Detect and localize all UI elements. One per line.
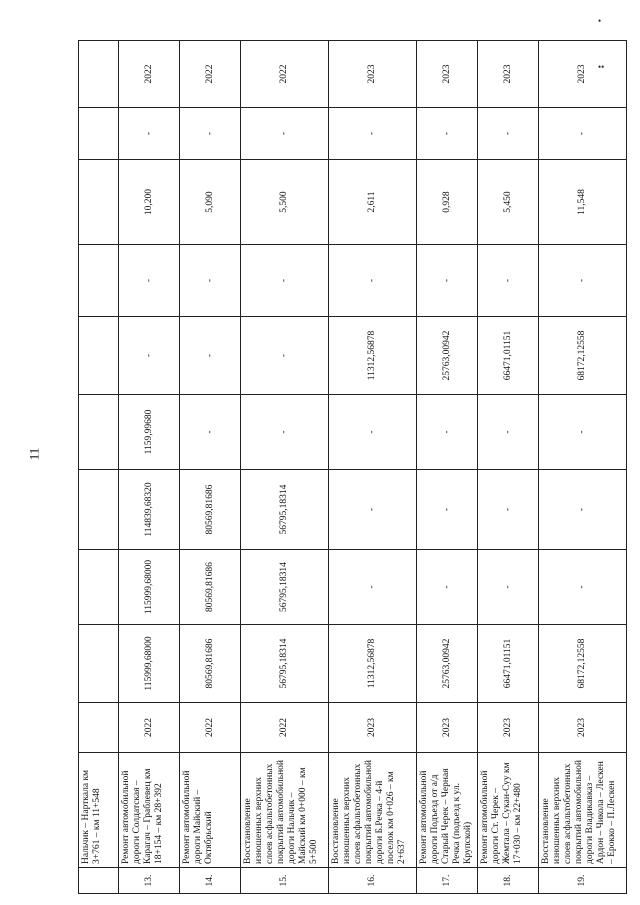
cell-year-start: 2022 — [180, 703, 241, 753]
cell-c1: 11312,56878 — [329, 625, 417, 703]
cell-year-end: 2023 — [539, 41, 627, 108]
cell-name: Восстановление изношенных верхних слоев асфальтобетонных покрытий автомобильной дороги Владикавказ – Ардон – Чикола – Лескен – Ерокко – П.Лескен — [539, 753, 627, 868]
cell-c6: - — [539, 245, 627, 317]
road-repair-table — [78, 40, 627, 894]
cell-c7: 0,928 — [417, 160, 478, 245]
cell-c5: 11312,56878 — [329, 317, 417, 395]
table-row — [539, 41, 627, 894]
cell-c8: - — [329, 108, 417, 160]
cell-c2: - — [417, 550, 478, 625]
cell-no: 17. — [417, 868, 478, 894]
cell-c1: 115999,68000 — [119, 625, 180, 703]
cell-year-end — [79, 41, 119, 108]
cell-c7: 11,548 — [539, 160, 627, 245]
cell-no: 13. — [119, 868, 180, 894]
cell-c4 — [79, 395, 119, 470]
cell-c3 — [79, 470, 119, 550]
cell-year-start — [79, 703, 119, 753]
cell-year-start: 2023 — [417, 703, 478, 753]
cell-year-end: 2023 — [417, 41, 478, 108]
page-number: 11 — [26, 447, 42, 461]
cell-c6 — [79, 245, 119, 317]
cell-c6: - — [417, 245, 478, 317]
cell-c6: - — [241, 245, 329, 317]
cell-c3: - — [478, 470, 539, 550]
cell-c5: - — [180, 317, 241, 395]
cell-c5 — [79, 317, 119, 395]
cell-c7 — [79, 160, 119, 245]
cell-c1: 80569,81686 — [180, 625, 241, 703]
cell-c8: - — [180, 108, 241, 160]
cell-year-start: 2023 — [329, 703, 417, 753]
cell-c1: 68172,12558 — [539, 625, 627, 703]
cell-c3: - — [329, 470, 417, 550]
cell-c8 — [79, 108, 119, 160]
cell-year-end: 2023 — [329, 41, 417, 108]
cell-c2: 56795,18314 — [241, 550, 329, 625]
cell-year-end: 2022 — [241, 41, 329, 108]
cell-c3: - — [539, 470, 627, 550]
cell-c8: - — [478, 108, 539, 160]
table-row — [417, 41, 478, 894]
table-row — [180, 41, 241, 894]
cell-year-start: 2023 — [478, 703, 539, 753]
cell-c2: - — [478, 550, 539, 625]
table-row — [478, 41, 539, 894]
cell-c8: - — [241, 108, 329, 160]
cell-c3: 80569,81686 — [180, 470, 241, 550]
cell-year-start: 2022 — [241, 703, 329, 753]
table-row — [119, 41, 180, 894]
cell-name: Ремонт автомобильной дороги Солдатская – Карагач – Граблевец км 18+154 – км 28+392 — [119, 753, 180, 868]
cell-c1 — [79, 625, 119, 703]
cell-c4: - — [329, 395, 417, 470]
cell-name: Ремонт автомобильной дороги Майский – Октябрьский — [180, 753, 241, 868]
table-row — [241, 41, 329, 894]
cell-c2 — [79, 550, 119, 625]
cell-year-end: 2022 — [180, 41, 241, 108]
cell-c5: 68172,12558 — [539, 317, 627, 395]
cell-c2: - — [329, 550, 417, 625]
cell-c1: 25763,00942 — [417, 625, 478, 703]
cell-c7: 5,500 — [241, 160, 329, 245]
cell-year-end: 2023 — [478, 41, 539, 108]
cell-c4: 1159,99680 — [119, 395, 180, 470]
cell-c4: - — [539, 395, 627, 470]
cell-no — [79, 868, 119, 894]
cell-c1: 56795,18314 — [241, 625, 329, 703]
table-row — [329, 41, 417, 894]
cell-c7: 2,611 — [329, 160, 417, 245]
cell-c2: 80569,81686 — [180, 550, 241, 625]
table-frame — [78, 41, 617, 894]
cell-c8: - — [539, 108, 627, 160]
cell-year-start: 2022 — [119, 703, 180, 753]
cell-c6: - — [329, 245, 417, 317]
cell-year-end: 2022 — [119, 41, 180, 108]
cell-name: Восстановление изношенных верхних слоев асфальтобетонных покрытий автомобильной дороги Б.Речка – 4-й поселок км 0+026 – км 2+637 — [329, 753, 417, 868]
cell-c3: 56795,18314 — [241, 470, 329, 550]
cell-c2: - — [539, 550, 627, 625]
cell-c7: 10,200 — [119, 160, 180, 245]
cell-c5: 66471,01151 — [478, 317, 539, 395]
cell-c6: - — [180, 245, 241, 317]
cell-c8: - — [417, 108, 478, 160]
cell-c4: - — [417, 395, 478, 470]
cell-c5: - — [241, 317, 329, 395]
cell-c6: - — [478, 245, 539, 317]
cell-c5: - — [119, 317, 180, 395]
cell-c5: 25763,00942 — [417, 317, 478, 395]
cell-c7: 5,450 — [478, 160, 539, 245]
cell-c4: - — [241, 395, 329, 470]
cell-c7: 5,090 — [180, 160, 241, 245]
corner-mark: •• — [598, 62, 605, 72]
corner-mark: • — [598, 16, 602, 26]
cell-c4: - — [180, 395, 241, 470]
cell-no: 18. — [478, 868, 539, 894]
table-row — [79, 41, 119, 894]
cell-name: Ремонт автомобильной дороги Подъезд от а/д Старый Черек – Черная Речка (подъезд к ул. Крупской) — [417, 753, 478, 868]
cell-no: 15. — [241, 868, 329, 894]
cell-year-start: 2023 — [539, 703, 627, 753]
cell-c3: 114839,68320 — [119, 470, 180, 550]
cell-name: Ремонт автомобильной дороги Ст. Черек – Жемтала – Сукан-Суу км 17+030 – км 22+480 — [478, 753, 539, 868]
cell-no: 19. — [539, 868, 627, 894]
cell-name: Нальчик – Нарткала км 3+761 – км 11+548 — [79, 753, 119, 868]
cell-c1: 66471,01151 — [478, 625, 539, 703]
cell-c6: - — [119, 245, 180, 317]
cell-c4: - — [478, 395, 539, 470]
cell-c8: - — [119, 108, 180, 160]
cell-no: 14. — [180, 868, 241, 894]
cell-no: 16. — [329, 868, 417, 894]
cell-name: Восстановление изношенных верхних слоев асфальтобетонных покрытий автомобильной дороги Нальчик – Майский км 0+000 – км 5+500 — [241, 753, 329, 868]
cell-c2: 115999,68000 — [119, 550, 180, 625]
cell-c3: - — [417, 470, 478, 550]
